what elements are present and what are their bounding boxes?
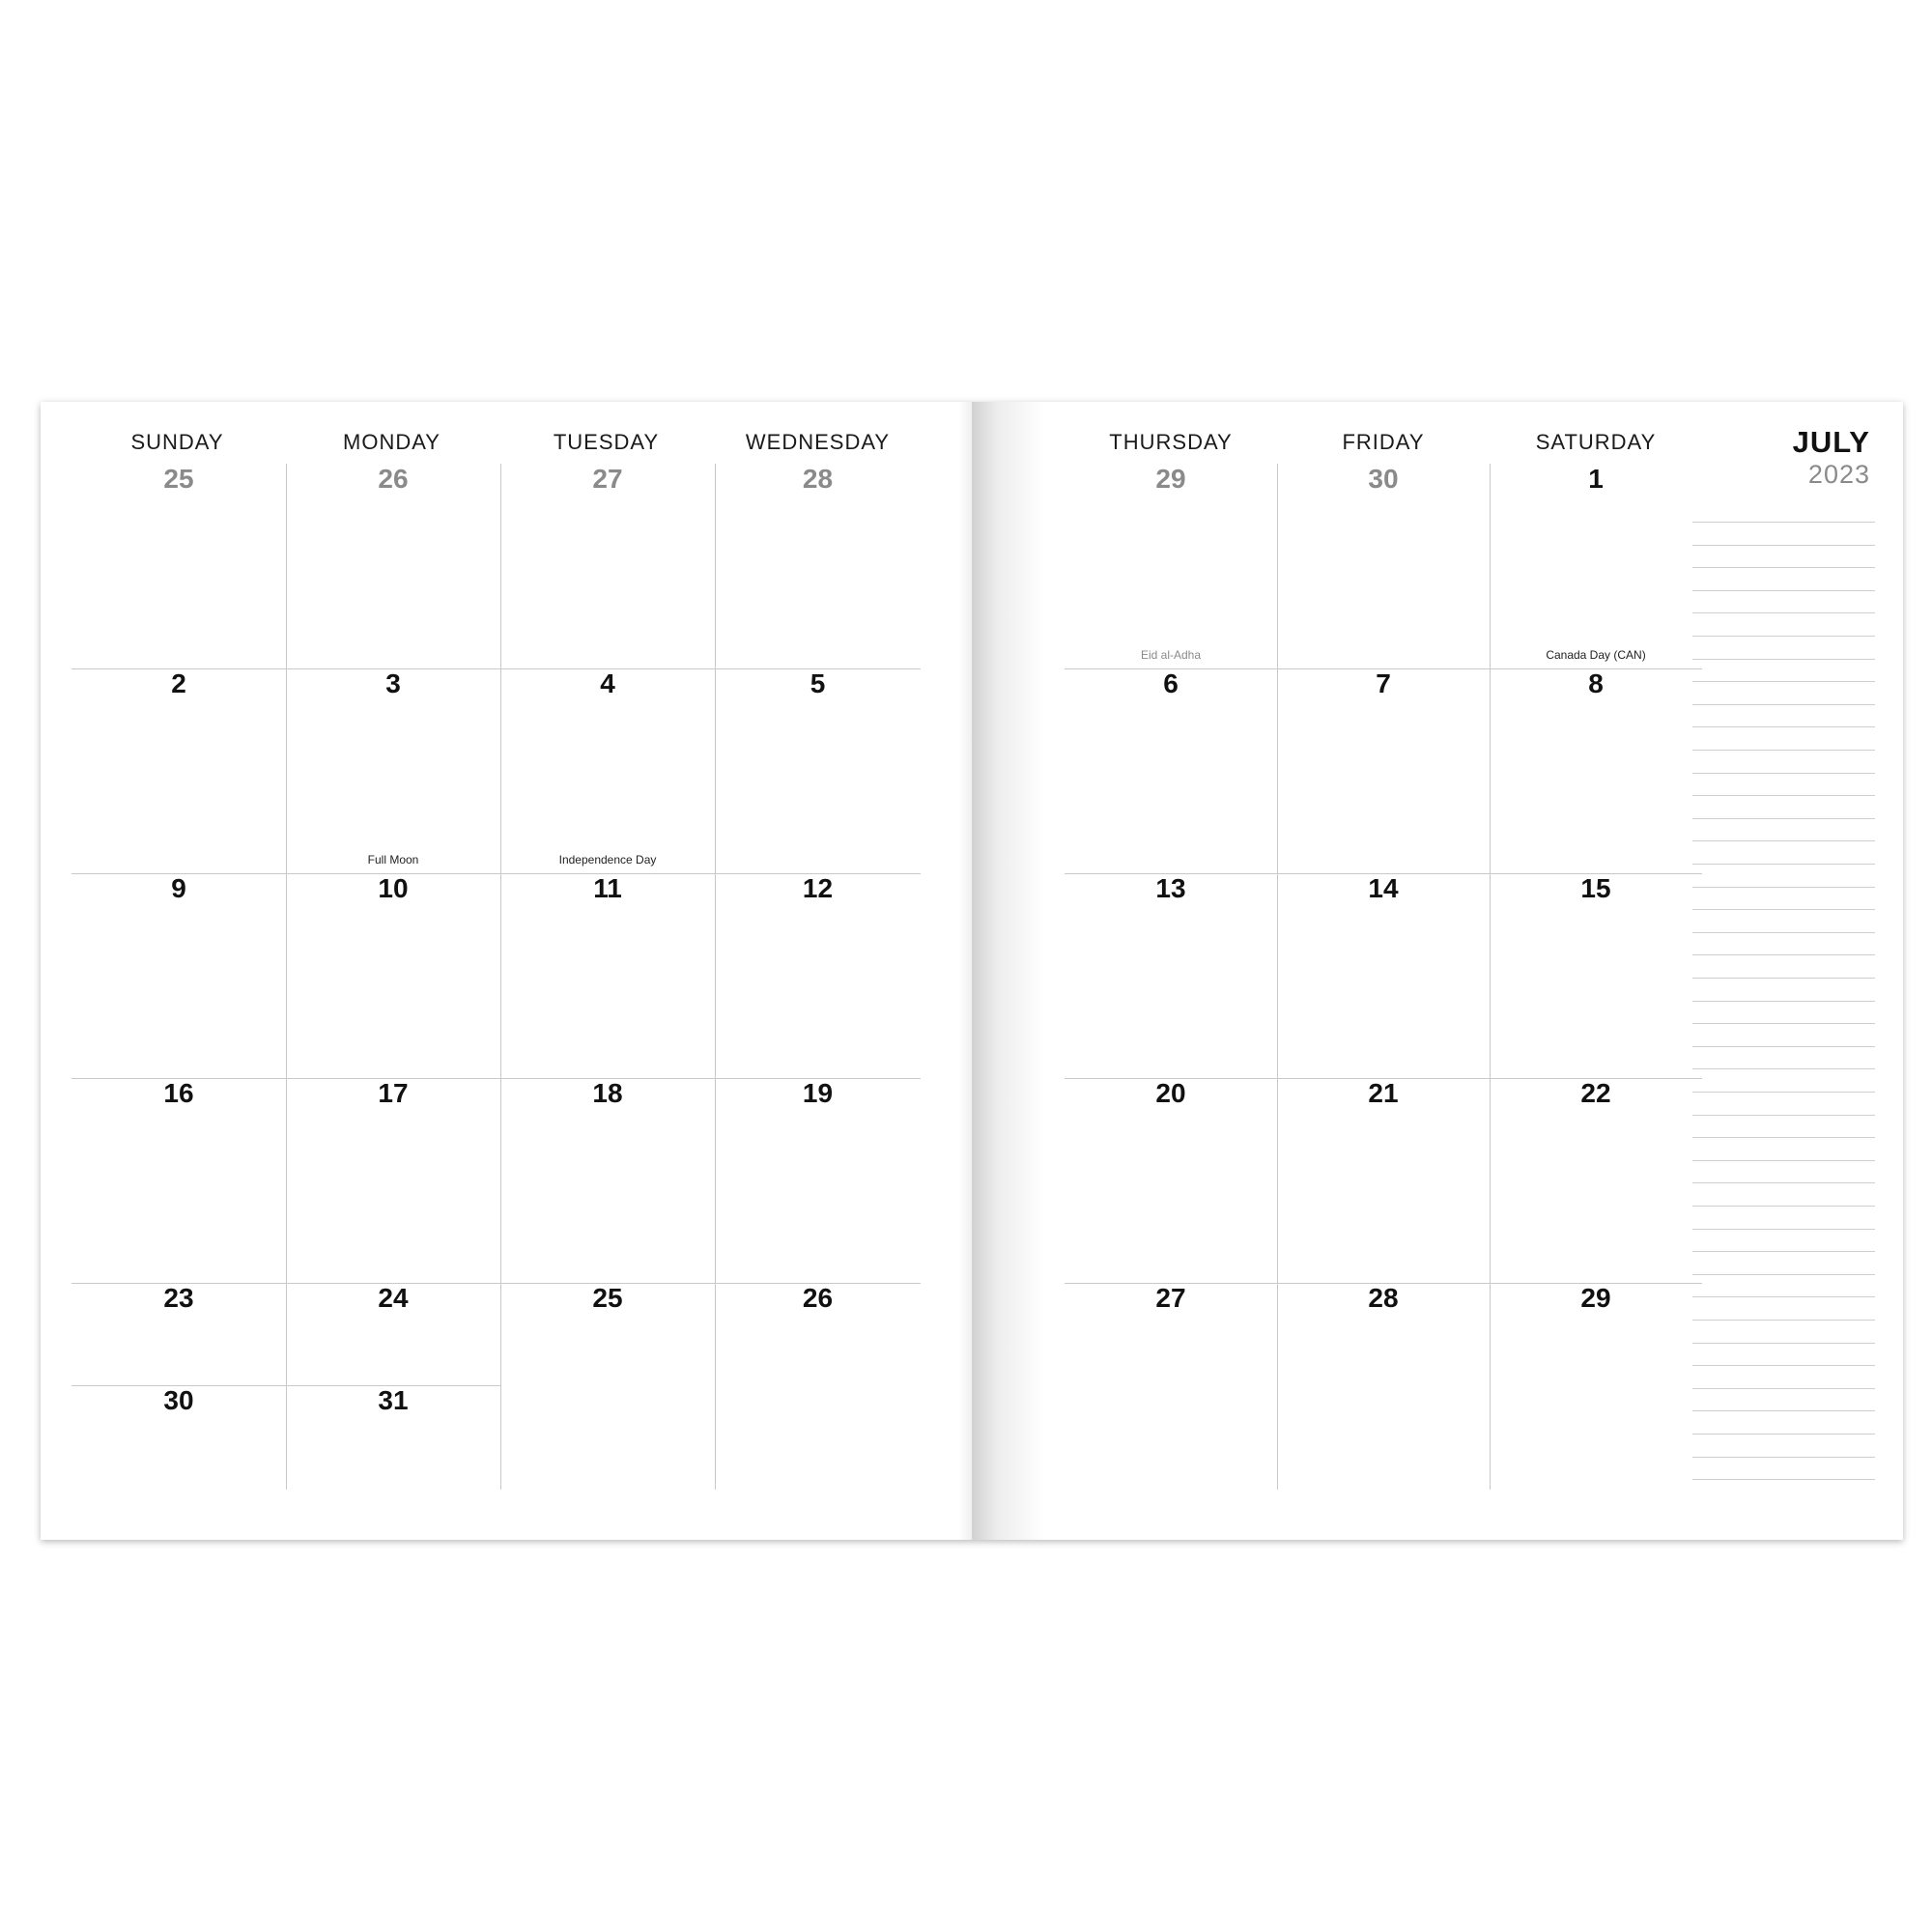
note-line[interactable] — [1692, 773, 1875, 774]
day-cell-number[interactable]: 25 — [163, 464, 194, 494]
note-line[interactable] — [1692, 1365, 1875, 1366]
right-page — [972, 402, 1903, 1540]
day-cell-number[interactable]: 29 — [1155, 464, 1186, 494]
day-cell-number[interactable]: 28 — [1368, 1283, 1399, 1313]
day-cell-number[interactable]: 30 — [1368, 464, 1399, 494]
day-cell-number[interactable]: 24 — [378, 1283, 409, 1313]
note-line[interactable] — [1692, 978, 1875, 979]
note-line[interactable] — [1692, 1434, 1875, 1435]
note-line[interactable] — [1692, 954, 1875, 955]
header-saturday: SATURDAY — [1535, 430, 1657, 454]
note-line[interactable] — [1692, 636, 1875, 637]
header-friday: FRIDAY — [1342, 430, 1425, 454]
note-line[interactable] — [1692, 1182, 1875, 1183]
day-cell-number[interactable]: 21 — [1368, 1078, 1399, 1108]
day-cell-number[interactable]: 22 — [1580, 1078, 1611, 1108]
month-title: JULY — [1792, 425, 1870, 459]
page-fold-shadow — [972, 402, 1044, 1540]
note-line[interactable] — [1692, 932, 1875, 933]
note-line[interactable] — [1692, 840, 1875, 841]
event-canada-day: Canada Day (CAN) — [1546, 648, 1646, 662]
note-line[interactable] — [1692, 704, 1875, 705]
day-cell-number[interactable]: 18 — [592, 1078, 623, 1108]
header-tuesday: TUESDAY — [553, 430, 660, 454]
day-cell-number[interactable]: 8 — [1588, 668, 1604, 698]
note-line[interactable] — [1692, 1206, 1875, 1207]
note-line[interactable] — [1692, 1229, 1875, 1230]
day-cell-number[interactable]: 19 — [802, 1078, 834, 1108]
note-line[interactable] — [1692, 1001, 1875, 1002]
note-line[interactable] — [1692, 681, 1875, 682]
day-cell-number[interactable]: 4 — [600, 668, 615, 698]
day-cell-number[interactable]: 11 — [593, 873, 622, 903]
day-cell-number[interactable]: 25 — [592, 1283, 623, 1313]
note-line[interactable] — [1692, 1023, 1875, 1024]
day-cell-number[interactable]: 23 — [163, 1283, 194, 1313]
note-line[interactable] — [1692, 1046, 1875, 1047]
day-cell-number[interactable]: 7 — [1376, 668, 1391, 698]
event-eid-al-adha: Eid al-Adha — [1140, 648, 1202, 662]
note-line[interactable] — [1692, 545, 1875, 546]
note-line[interactable] — [1692, 567, 1875, 568]
day-cell-number[interactable]: 9 — [171, 873, 186, 903]
note-line[interactable] — [1692, 864, 1875, 865]
note-line[interactable] — [1692, 1479, 1875, 1480]
note-line[interactable] — [1692, 1457, 1875, 1458]
day-cell-number[interactable]: 28 — [802, 464, 834, 494]
day-cell-number[interactable]: 15 — [1580, 873, 1611, 903]
header-sunday: SUNDAY — [130, 430, 224, 454]
day-cell-number[interactable]: 10 — [378, 873, 409, 903]
note-line[interactable] — [1692, 1320, 1875, 1321]
day-cell-number[interactable]: 31 — [378, 1385, 409, 1415]
year-title: 2023 — [1807, 460, 1870, 489]
note-line[interactable] — [1692, 887, 1875, 888]
page-fold-shadow — [958, 402, 972, 1540]
note-line[interactable] — [1692, 1068, 1875, 1069]
grid-vline — [500, 464, 501, 1490]
note-line[interactable] — [1692, 1160, 1875, 1161]
grid-vline — [715, 464, 716, 1490]
note-line[interactable] — [1692, 612, 1875, 613]
day-cell-number[interactable]: 29 — [1580, 1283, 1611, 1313]
day-cell-number[interactable]: 1 — [1588, 464, 1604, 494]
day-cell-number[interactable]: 26 — [378, 464, 409, 494]
note-line[interactable] — [1692, 1343, 1875, 1344]
note-line[interactable] — [1692, 1274, 1875, 1275]
day-cell-number[interactable]: 6 — [1163, 668, 1179, 698]
planner-spread — [41, 402, 1903, 1540]
note-line[interactable] — [1692, 726, 1875, 727]
event-independence-day: Independence Day — [558, 853, 657, 867]
header-wednesday: WEDNESDAY — [745, 430, 891, 454]
day-cell-number[interactable]: 3 — [385, 668, 401, 698]
day-cell-number[interactable]: 30 — [163, 1385, 194, 1415]
grid-vline — [286, 464, 287, 1490]
note-line[interactable] — [1692, 1115, 1875, 1116]
left-page — [41, 402, 972, 1540]
note-line[interactable] — [1692, 1388, 1875, 1389]
event-full-moon: Full Moon — [367, 853, 419, 867]
note-line[interactable] — [1692, 909, 1875, 910]
day-cell-number[interactable]: 5 — [810, 668, 826, 698]
day-cell-number[interactable]: 27 — [592, 464, 623, 494]
day-cell-number[interactable]: 20 — [1155, 1078, 1186, 1108]
note-line[interactable] — [1692, 1410, 1875, 1411]
day-cell-number[interactable]: 17 — [378, 1078, 409, 1108]
grid-vline — [1277, 464, 1278, 1490]
note-line[interactable] — [1692, 590, 1875, 591]
day-cell-number[interactable]: 16 — [163, 1078, 194, 1108]
header-monday: MONDAY — [343, 430, 440, 454]
note-line[interactable] — [1692, 1251, 1875, 1252]
day-cell-number[interactable]: 26 — [802, 1283, 834, 1313]
note-line[interactable] — [1692, 818, 1875, 819]
note-line[interactable] — [1692, 522, 1875, 523]
note-line[interactable] — [1692, 1296, 1875, 1297]
header-thursday: THURSDAY — [1109, 430, 1233, 454]
note-line[interactable] — [1692, 750, 1875, 751]
note-line[interactable] — [1692, 1137, 1875, 1138]
day-cell-number[interactable]: 14 — [1368, 873, 1399, 903]
day-cell-number[interactable]: 13 — [1155, 873, 1186, 903]
day-cell-number[interactable]: 2 — [171, 668, 186, 698]
day-cell-number[interactable]: 12 — [802, 873, 834, 903]
note-line[interactable] — [1692, 659, 1875, 660]
note-line[interactable] — [1692, 1092, 1875, 1093]
day-cell-number[interactable]: 27 — [1155, 1283, 1186, 1313]
grid-vline — [1490, 464, 1491, 1490]
note-line[interactable] — [1692, 795, 1875, 796]
